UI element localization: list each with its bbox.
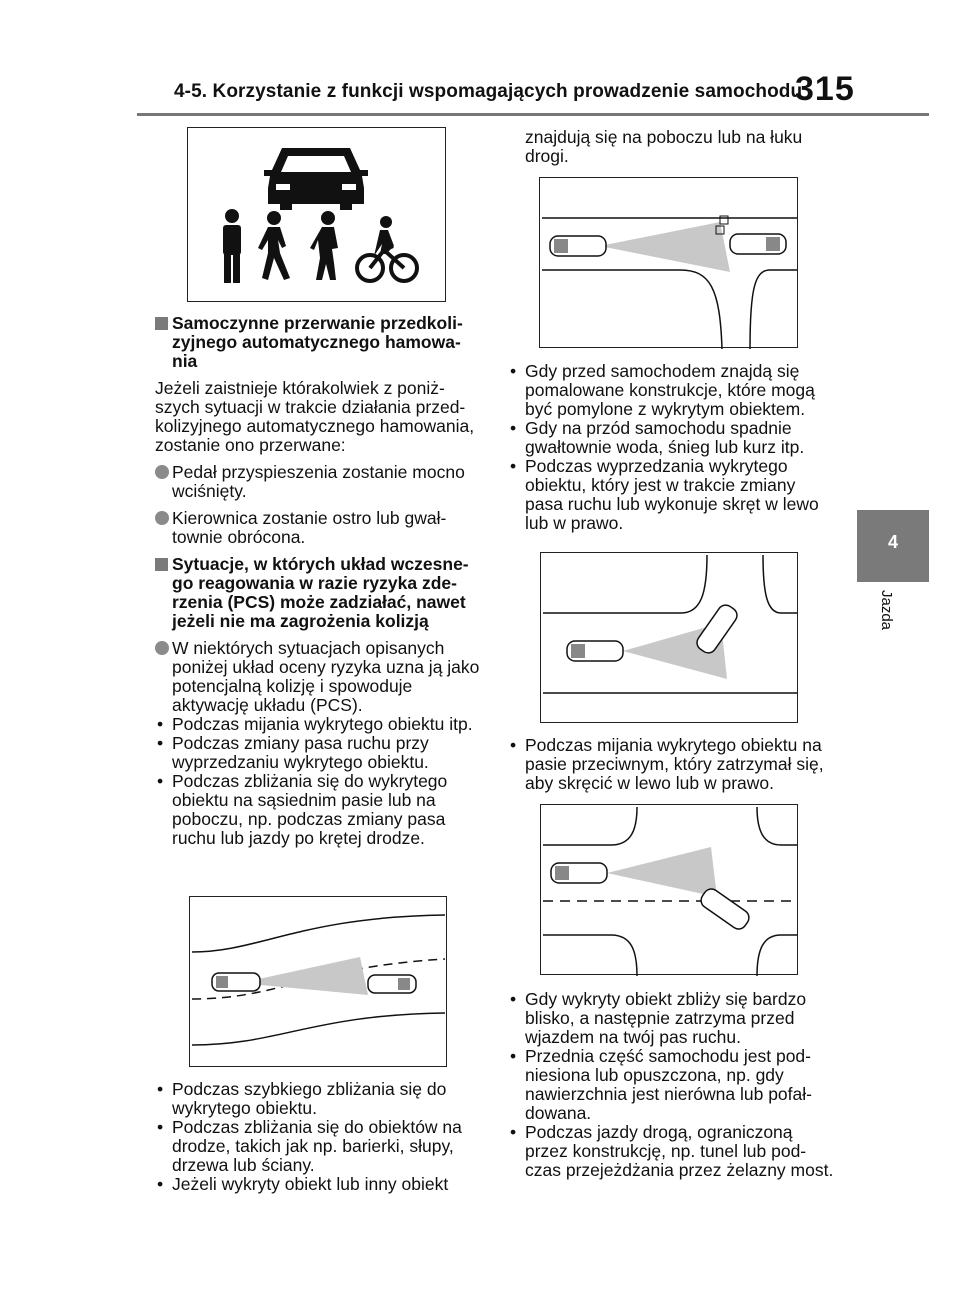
- circle-item-text: W niektórych sytuacjach opisanych poniżej układ oceny ryzyka uzna ją jako potencjalną kolizję i spowoduje aktywację układu (PCS).: [172, 638, 480, 715]
- roadside-object-figure: [539, 177, 798, 348]
- right-column-continuation: [508, 128, 838, 166]
- bullet-text: Podczas wyprzedzania wykrytego obiektu, który jest w trakcie zmiany pasa ruchu lub wykonuje skręt w lewo lub w prawo.: [525, 456, 819, 533]
- bullet-item: • Podczas szybkiego zbliżania się do wykrytego obiektu.: [157, 1079, 447, 1118]
- bullet-item: • Podczas mijania wykrytego obiektu itp.: [157, 714, 473, 734]
- car-and-pedestrians-figure: [187, 127, 446, 302]
- curved-road-figure: [189, 896, 447, 1067]
- heading-square-icon: [155, 317, 168, 330]
- heading-text: Samoczynne przerwanie przedkoli-zyjnego automatycznego hamowa-nia: [172, 313, 463, 371]
- chapter-number: 4: [887, 532, 898, 552]
- bullet-item: • Gdy na przód samochodu spadnie gwałtownie woda, śnieg lub kurz itp.: [510, 418, 805, 457]
- bullet-item: • Jeżeli wykryty obiekt lub inny obiekt: [157, 1174, 449, 1194]
- circle-bullet-icon: [155, 641, 169, 655]
- oncoming-turn-figure: [540, 804, 798, 975]
- section-heading: [155, 555, 485, 631]
- bullet-item: • Gdy przed samochodem znajdą się pomalowane konstrukcje, które mogą być pomylone z wykrytym obiektem.: [510, 361, 815, 419]
- heading-square-icon: [155, 558, 168, 571]
- bullet-text: Gdy na przód samochodu spadnie gwałtownie woda, śnieg lub kurz itp.: [525, 418, 805, 457]
- chapter-tab: [857, 510, 929, 582]
- page-number: 315: [795, 70, 855, 108]
- page-header-title: 4-5. Korzystanie z funkcji wspomagających prowadzenie samochodu: [174, 81, 803, 102]
- paragraph: Jeżeli zaistnieje którakolwiek z poniż-szych sytuacji w trakcie działania przed-kolizyjnego automatycznego hamowania, zostanie ono przerwane:: [155, 378, 475, 455]
- circle-item: [155, 509, 485, 547]
- bullet-text: Gdy przed samochodem znajdą się pomalowane konstrukcje, które mogą być pomylone z wykrytym obiektem.: [525, 361, 815, 419]
- circle-bullet-icon: [155, 465, 169, 479]
- bullet-text: Przednia część samochodu jest pod-niesiona lub opuszczona, np. gdy nawierzchnia jest nierówna lub pofał-dowana.: [525, 1046, 812, 1123]
- bullet-item: • Przednia część samochodu jest pod-niesiona lub opuszczona, np. gdy nawierzchnia jest nierówna lub pofał-dowana.: [510, 1046, 812, 1123]
- header-divider: [137, 113, 929, 116]
- bullet-text: Podczas zbliżania się do obiektów na drodze, takich jak np. barierki, słupy, drzewa lub ściany.: [172, 1117, 462, 1175]
- circle-item-text: Kierownica zostanie ostro lub gwał-townie obrócona.: [172, 508, 447, 547]
- oncoming-turn-diagram: [541, 805, 799, 976]
- bullet-text: Podczas mijania wykrytego obiektu na pasie przeciwnym, który zatrzymał się, aby skręcić w lewo lub w prawo.: [525, 735, 824, 793]
- bullet-text: Gdy wykryty obiekt zbliży się bardzo blisko, a następnie zatrzyma przed wjazdem na twój pas ruchu.: [525, 989, 807, 1047]
- bullet-item: • Gdy wykryty obiekt zbliży się bardzo blisko, a następnie zatrzyma przed wjazdem na twój pas ruchu.: [510, 989, 807, 1047]
- bullet-text: Podczas mijania wykrytego obiektu itp.: [172, 714, 473, 734]
- bullet-item: • Podczas jazdy drogą, ograniczoną przez konstrukcję, np. tunel lub pod-czas przejeżdżania przez żelazny most.: [510, 1122, 834, 1180]
- right-column-middle: [508, 736, 838, 793]
- bullet-item: • Podczas wyprzedzania wykrytego obiektu, który jest w trakcie zmiany pasa ruchu lub wykonuje skręt w lewo lub w prawo.: [510, 456, 819, 533]
- bullet-text: Podczas jazdy drogą, ograniczoną przez konstrukcję, np. tunel lub pod-czas przejeżdżania przez żelazny most.: [525, 1122, 834, 1180]
- roadside-object-diagram: [540, 178, 799, 349]
- bullet-text: Podczas zmiany pasa ruchu przy wyprzedzaniu wykrytego obiektu.: [172, 733, 429, 772]
- bullet-text: Jeżeli wykryty obiekt lub inny obiekt: [172, 1174, 449, 1194]
- bullet-item: • Podczas zmiany pasa ruchu przy wyprzedzaniu wykrytego obiektu.: [157, 733, 429, 772]
- bullet-item: • Podczas mijania wykrytego obiektu na pasie przeciwnym, który zatrzymał się, aby skręcić w lewo lub w prawo.: [510, 735, 824, 793]
- circle-item-text: Pedał przyspieszenia zostanie mocno wciśnięty.: [172, 462, 465, 501]
- circle-item: [155, 463, 485, 501]
- section-heading: [155, 314, 485, 371]
- chapter-label: Jazda: [878, 590, 895, 631]
- circle-bullet-icon: [155, 511, 169, 525]
- bullet-text: Podczas szybkiego zbliżania się do wykrytego obiektu.: [172, 1079, 447, 1118]
- curved-road-diagram: [190, 897, 448, 1068]
- left-column-top: [155, 314, 485, 848]
- car-and-pedestrians-icon: [188, 128, 447, 303]
- right-column-bottom: [508, 990, 838, 1180]
- lane-change-figure: [540, 552, 798, 723]
- circle-item: [155, 639, 485, 715]
- continuation-text: znajdują się na poboczu lub na łuku drogi.: [525, 127, 803, 166]
- bullet-item: • Podczas zbliżania się do obiektów na drodze, takich jak np. barierki, słupy, drzewa lub ściany.: [157, 1117, 462, 1175]
- lane-change-diagram: [541, 553, 799, 724]
- right-column-top: [508, 362, 838, 533]
- bullet-item: • Podczas zbliżania się do wykrytego obiektu na sąsiednim pasie lub na poboczu, np. podczas zmiany pasa ruchu lub jazdy po krętej drodze.: [157, 771, 448, 848]
- heading-text: Sytuacje, w których układ wczesne-go reagowania w razie ryzyka zde-rzenia (PCS) może zadziałać, nawet jeżeli nie ma zagrożenia kolizją: [172, 554, 469, 631]
- bullet-text: Podczas zbliżania się do wykrytego obiektu na sąsiednim pasie lub na poboczu, np. podczas zmiany pasa ruchu lub jazdy po krętej drodze.: [172, 771, 448, 848]
- left-column-bottom: [155, 1080, 485, 1194]
